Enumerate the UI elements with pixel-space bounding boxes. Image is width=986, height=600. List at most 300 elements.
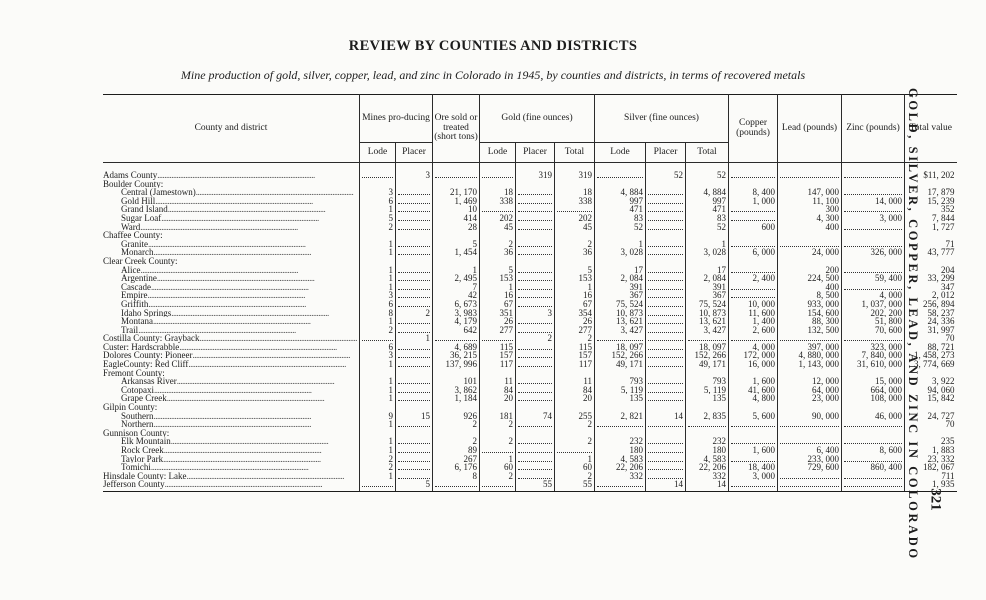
- empty-dash: [780, 472, 839, 479]
- cell-sp: [646, 386, 686, 395]
- cell-gl: 338: [480, 197, 516, 206]
- cell-cu: 41, 600: [729, 386, 778, 395]
- empty-dash: [398, 394, 430, 401]
- leader-dots: ..........................................................................................: [153, 317, 311, 326]
- cell-cu: 1, 000: [729, 197, 778, 206]
- cell-district-name: [103, 403, 360, 412]
- cell-gt: 2: [555, 437, 595, 446]
- header-zinc: Zinc (pounds): [842, 95, 905, 163]
- empty-dash: [731, 420, 775, 427]
- cell-ore: 42: [433, 291, 480, 300]
- cell-lode: 1: [360, 283, 396, 292]
- cell-gl: 351: [480, 309, 516, 318]
- cell-cu: 2, 400: [729, 274, 778, 283]
- cell-district-name: [103, 248, 360, 257]
- cell-ore: 267: [433, 455, 480, 464]
- leader-dots: ..........................................................................................: [166, 394, 325, 404]
- cell-placer: [396, 386, 433, 395]
- leader-dots: ..........................................................................................: [140, 265, 298, 275]
- cell-gp: [516, 240, 555, 249]
- empty-dash: [398, 377, 430, 384]
- table-row: [103, 343, 957, 352]
- cell-st: 152, 266: [686, 351, 729, 360]
- cell-gl: 202: [480, 214, 516, 223]
- cell-zn: 323, 000: [842, 343, 905, 352]
- cell-sp: [646, 248, 686, 257]
- leader-dots: ..........................................................................................: [148, 299, 306, 309]
- cell-st: 22, 206: [686, 463, 729, 472]
- district-name: Custer: Hardscrabble: [103, 342, 180, 352]
- cell-lode: 2: [360, 223, 396, 232]
- cell-cu: 5, 600: [729, 412, 778, 421]
- table-row: [103, 386, 957, 395]
- cell-district-name: [103, 291, 360, 300]
- cell-sl: 471: [595, 205, 646, 214]
- cell-val: $11, 202: [923, 171, 955, 180]
- cell-lode: 2: [360, 455, 396, 464]
- cell-sl: 18, 097: [595, 343, 646, 352]
- cell-cu: [729, 214, 778, 223]
- cell-val: 182, 067: [923, 463, 955, 472]
- empty-dash: [518, 240, 552, 247]
- cell-pb: 400: [778, 223, 842, 232]
- cell-gp: 319: [516, 171, 555, 180]
- cell-gl: 1: [480, 455, 516, 464]
- cell-gp: [516, 343, 555, 352]
- leader-dots: ..........................................................................................: [161, 213, 319, 223]
- cell-district-name: [103, 369, 360, 378]
- cell-gp: [516, 394, 555, 403]
- cell-gl: [480, 403, 516, 412]
- cell-sl: 83: [595, 214, 646, 223]
- cell-sp: 14: [646, 480, 686, 491]
- cell-pb: 8, 500: [778, 291, 842, 300]
- district-name: Southern: [121, 411, 154, 421]
- empty-dash: [518, 463, 552, 470]
- district-name: Fremont County:: [103, 368, 165, 378]
- cell-gl: 84: [480, 386, 516, 395]
- cell-lode: 1: [360, 248, 396, 257]
- empty-dash: [648, 455, 683, 462]
- cell-placer: [396, 205, 433, 214]
- cell-placer: [396, 274, 433, 283]
- cell-zn: [842, 266, 905, 275]
- empty-dash: [398, 463, 430, 470]
- header-value: Total value: [905, 95, 957, 163]
- cell-cu: [729, 266, 778, 275]
- empty-dash: [518, 360, 552, 367]
- cell-ore: 28: [433, 223, 480, 232]
- cell-val: 15, 239: [927, 196, 955, 206]
- cell-district-name: [103, 360, 360, 369]
- cell-st: 3, 427: [686, 326, 729, 335]
- cell-cu: [729, 429, 778, 438]
- cell-sp: [646, 343, 686, 352]
- cell-val: 256, 894: [923, 299, 955, 309]
- cell-pb: [778, 334, 842, 343]
- empty-dash: [482, 446, 513, 453]
- cell-gt: [555, 429, 595, 438]
- cell-st: 49, 171: [686, 360, 729, 369]
- cell-sp: [646, 257, 686, 266]
- cell-zn: [842, 403, 905, 412]
- empty-dash: [648, 240, 683, 247]
- empty-dash: [597, 420, 643, 427]
- table-row: [103, 214, 957, 223]
- cell-val: 58, 237: [927, 308, 955, 318]
- cell-val: 1, 458, 273: [914, 351, 955, 361]
- cell-ore: 926: [433, 412, 480, 421]
- cell-placer: [396, 240, 433, 249]
- cell-sp: [646, 231, 686, 240]
- cell-pb: 4, 300: [778, 214, 842, 223]
- cell-st: 83: [686, 214, 729, 223]
- empty-dash: [844, 334, 902, 341]
- cell-gt: 67: [555, 300, 595, 309]
- cell-val: 17, 879: [927, 188, 955, 197]
- cell-placer: 5: [396, 480, 433, 491]
- cell-gl: 11: [480, 377, 516, 386]
- cell-sl: 152, 266: [595, 351, 646, 360]
- cell-district-name: [103, 412, 360, 421]
- cell-placer: [396, 223, 433, 232]
- leader-dots: ..........................................................................................: [192, 351, 350, 361]
- cell-placer: [396, 369, 433, 378]
- cell-cu: 600: [729, 223, 778, 232]
- cell-sl: 135: [595, 394, 646, 403]
- cell-placer: [396, 188, 433, 197]
- cell-gp: [516, 455, 555, 464]
- cell-sp: [646, 369, 686, 378]
- running-head: GOLD, SILVER, COPPER, LEAD, AND ZINC IN COLORADO: [906, 88, 920, 561]
- cell-zn: 8, 600: [842, 446, 905, 455]
- header-gold: Gold (fine ounces): [480, 95, 595, 143]
- leader-dots: ..........................................................................................: [199, 334, 357, 343]
- district-name: Elk Mountain: [121, 437, 171, 446]
- leader-dots: ..........................................................................................: [150, 463, 309, 472]
- cell-st: 793: [686, 377, 729, 386]
- cell-gt: 5: [555, 266, 595, 275]
- cell-st: 391: [686, 283, 729, 292]
- cell-zn: 59, 400: [842, 274, 905, 283]
- empty-dash: [398, 300, 430, 307]
- empty-dash: [398, 205, 430, 212]
- cell-gp: 74: [516, 412, 555, 421]
- cell-gl: [480, 257, 516, 266]
- empty-dash: [398, 360, 430, 367]
- empty-dash: [518, 343, 552, 350]
- cell-cu: 18, 400: [729, 463, 778, 472]
- cell-sl: 4, 884: [595, 188, 646, 197]
- empty-dash: [597, 480, 643, 487]
- cell-ore: [433, 369, 480, 378]
- cell-gl: 115: [480, 343, 516, 352]
- empty-dash: [398, 317, 430, 324]
- cell-sp: [646, 334, 686, 343]
- cell-st: 52: [686, 223, 729, 232]
- cell-cu: [729, 455, 778, 464]
- empty-dash: [398, 472, 430, 479]
- empty-dash: [648, 437, 683, 444]
- header-gold-placer: Placer: [516, 143, 555, 163]
- district-name: Ward: [121, 222, 141, 232]
- empty-dash: [648, 351, 683, 358]
- cell-zn: 1, 037, 000: [842, 300, 905, 309]
- cell-cu: 2, 600: [729, 326, 778, 335]
- cell-st: [686, 420, 729, 429]
- cell-gt: [555, 205, 595, 214]
- district-name: Monarch: [121, 248, 154, 257]
- empty-dash: [780, 480, 839, 487]
- cell-st: 2, 835: [686, 412, 729, 421]
- cell-gt: 60: [555, 463, 595, 472]
- cell-placer: [396, 429, 433, 438]
- cell-lode: 1: [360, 437, 396, 446]
- cell-gp: [516, 420, 555, 429]
- cell-gp: [516, 188, 555, 197]
- cell-district-name: [103, 240, 360, 249]
- cell-gl: 5: [480, 266, 516, 275]
- cell-pb: [778, 240, 842, 249]
- cell-val: 31, 997: [927, 325, 955, 335]
- cell-gl: [480, 480, 516, 491]
- cell-zn: [842, 257, 905, 266]
- empty-dash: [518, 455, 552, 462]
- cell-zn: [842, 455, 905, 464]
- cell-cu: [729, 291, 778, 300]
- cell-gl: [480, 369, 516, 378]
- cell-pb: 224, 500: [778, 274, 842, 283]
- empty-dash: [648, 283, 683, 290]
- cell-placer: [396, 214, 433, 223]
- empty-dash: [648, 420, 683, 427]
- district-name: Empire: [121, 291, 148, 300]
- cell-gt: 153: [555, 274, 595, 283]
- cell-gl: 1: [480, 283, 516, 292]
- table-row: [103, 455, 957, 464]
- table-row: [103, 317, 957, 326]
- cell-sl: [595, 403, 646, 412]
- cell-sl: 232: [595, 437, 646, 446]
- cell-gt: 319: [555, 171, 595, 180]
- cell-sp: [646, 240, 686, 249]
- empty-dash: [518, 377, 552, 384]
- cell-gl: [480, 429, 516, 438]
- cell-placer: [396, 197, 433, 206]
- cell-ore: 5: [433, 240, 480, 249]
- cell-placer: [396, 317, 433, 326]
- cell-gp: [516, 369, 555, 378]
- cell-sp: 14: [646, 412, 686, 421]
- cell-lode: [360, 403, 396, 412]
- cell-sp: [646, 377, 686, 386]
- cell-pb: 4, 880, 000: [778, 351, 842, 360]
- cell-cu: 10, 000: [729, 300, 778, 309]
- cell-zn: 46, 000: [842, 412, 905, 421]
- cell-sp: [646, 180, 686, 189]
- cell-placer: 1: [396, 334, 433, 343]
- empty-dash: [398, 188, 430, 195]
- empty-dash: [780, 437, 839, 444]
- leader-dots: ..........................................................................................: [157, 171, 315, 180]
- district-name: Clear Creek County:: [103, 256, 178, 266]
- cell-gt: [555, 369, 595, 378]
- cell-district-name: [103, 266, 360, 275]
- cell-district-name: [103, 283, 360, 292]
- empty-dash: [844, 472, 902, 479]
- cell-ore: 2: [433, 437, 480, 446]
- cell-gl: [480, 180, 516, 189]
- cell-sl: 10, 873: [595, 309, 646, 318]
- empty-dash: [518, 420, 552, 427]
- cell-gp: 55: [516, 480, 555, 491]
- cell-lode: [360, 369, 396, 378]
- leader-dots: ..........................................................................................: [154, 385, 312, 395]
- cell-val: 71: [945, 239, 955, 249]
- cell-gl: [480, 171, 516, 180]
- empty-dash: [398, 343, 430, 350]
- cell-cu: 1, 600: [729, 446, 778, 455]
- cell-st: 17: [686, 266, 729, 275]
- cell-gp: 2: [516, 334, 555, 343]
- cell-st: 180: [686, 446, 729, 455]
- cell-cu: [729, 171, 778, 180]
- cell-gp: [516, 248, 555, 257]
- county-group-row: [103, 403, 957, 412]
- leader-dots: ..........................................................................................: [153, 411, 311, 421]
- cell-st: [686, 369, 729, 378]
- empty-dash: [518, 326, 552, 333]
- empty-dash: [648, 300, 683, 307]
- cell-val: 23, 332: [927, 454, 955, 464]
- cell-gl: [480, 205, 516, 214]
- table-row: [103, 446, 957, 455]
- empty-dash: [362, 334, 393, 341]
- cell-cu: 11, 600: [729, 309, 778, 318]
- leader-dots: ..........................................................................................: [153, 420, 311, 429]
- header-silver: Silver (fine ounces): [595, 95, 729, 143]
- cell-val: 94, 060: [927, 385, 955, 395]
- cell-pb: 1, 143, 000: [778, 360, 842, 369]
- empty-dash: [844, 188, 902, 195]
- empty-dash: [482, 171, 513, 178]
- cell-pb: 154, 600: [778, 309, 842, 318]
- cell-st: [686, 180, 729, 189]
- cell-lode: 6: [360, 197, 396, 206]
- cell-ore: [433, 403, 480, 412]
- cell-district-name: [103, 317, 360, 326]
- cell-st: [686, 403, 729, 412]
- cell-placer: [396, 291, 433, 300]
- cell-st: 18, 097: [686, 343, 729, 352]
- cell-sl: 3, 427: [595, 326, 646, 335]
- empty-dash: [648, 266, 683, 273]
- cell-district-name: [103, 180, 360, 189]
- cell-district-name: [103, 463, 360, 472]
- header-mines: Mines pro-ducing: [360, 95, 433, 143]
- cell-district-name: [103, 205, 360, 214]
- production-table: [103, 94, 957, 492]
- table-row: [103, 437, 957, 446]
- cell-lode: [360, 180, 396, 189]
- cell-district-name: [103, 351, 360, 360]
- district-name: Boulder County:: [103, 179, 164, 189]
- cell-st: 75, 524: [686, 300, 729, 309]
- table-row: [103, 420, 957, 429]
- district-name: Dolores County: Pioneer: [103, 351, 193, 361]
- cell-gt: [555, 257, 595, 266]
- cell-pb: 132, 500: [778, 326, 842, 335]
- cell-placer: [396, 463, 433, 472]
- cell-sl: 3, 028: [595, 248, 646, 257]
- district-name: Gold Hill: [121, 196, 156, 206]
- cell-val: 24, 336: [927, 317, 955, 326]
- empty-dash: [648, 463, 683, 470]
- table-row: [103, 240, 957, 249]
- empty-dash: [597, 334, 643, 341]
- cell-sp: [646, 205, 686, 214]
- cell-gl: 20: [480, 394, 516, 403]
- cell-sl: [595, 180, 646, 189]
- cell-placer: [396, 266, 433, 275]
- empty-dash: [482, 480, 513, 487]
- cell-pb: [778, 472, 842, 481]
- cell-zn: 326, 000: [842, 248, 905, 257]
- leader-dots: ..........................................................................................: [150, 282, 309, 292]
- cell-zn: [842, 437, 905, 446]
- cell-ore: 36, 215: [433, 351, 480, 360]
- cell-placer: [396, 257, 433, 266]
- table-row: [103, 472, 957, 481]
- header-silver-total: Total: [686, 143, 729, 163]
- header-gold-lode: Lode: [480, 143, 516, 163]
- empty-dash: [731, 240, 775, 247]
- cell-lode: [360, 334, 396, 343]
- cell-gl: 2: [480, 472, 516, 481]
- cell-gt: [555, 403, 595, 412]
- cell-gp: [516, 274, 555, 283]
- cell-val: 352: [941, 205, 955, 214]
- district-name: EagleCounty: Red Cliff: [103, 360, 189, 369]
- cell-zn: [842, 171, 905, 180]
- cell-pb: 6, 400: [778, 446, 842, 455]
- district-name: Gilpin County:: [103, 403, 158, 412]
- cell-placer: 15: [396, 412, 433, 421]
- cell-sp: [646, 317, 686, 326]
- cell-gp: [516, 446, 555, 455]
- empty-dash: [398, 326, 430, 333]
- cell-lode: 2: [360, 463, 396, 472]
- empty-dash: [518, 351, 552, 358]
- table-row: [103, 291, 957, 300]
- cell-val: [905, 403, 957, 412]
- cell-placer: [396, 437, 433, 446]
- district-name: Gunnison County:: [103, 428, 170, 438]
- cell-gp: [516, 403, 555, 412]
- cell-pb: [778, 257, 842, 266]
- cell-sl: [595, 480, 646, 491]
- cell-gl: 36: [480, 248, 516, 257]
- cell-st: 2, 084: [686, 274, 729, 283]
- cell-sp: [646, 223, 686, 232]
- cell-ore: 21, 170: [433, 188, 480, 197]
- cell-pb: 300: [778, 205, 842, 214]
- cell-val: 347: [941, 282, 955, 292]
- cell-zn: 4, 000: [842, 291, 905, 300]
- leader-dots: ..........................................................................................: [147, 291, 305, 300]
- cell-sp: [646, 472, 686, 481]
- cell-district-name: [103, 188, 360, 197]
